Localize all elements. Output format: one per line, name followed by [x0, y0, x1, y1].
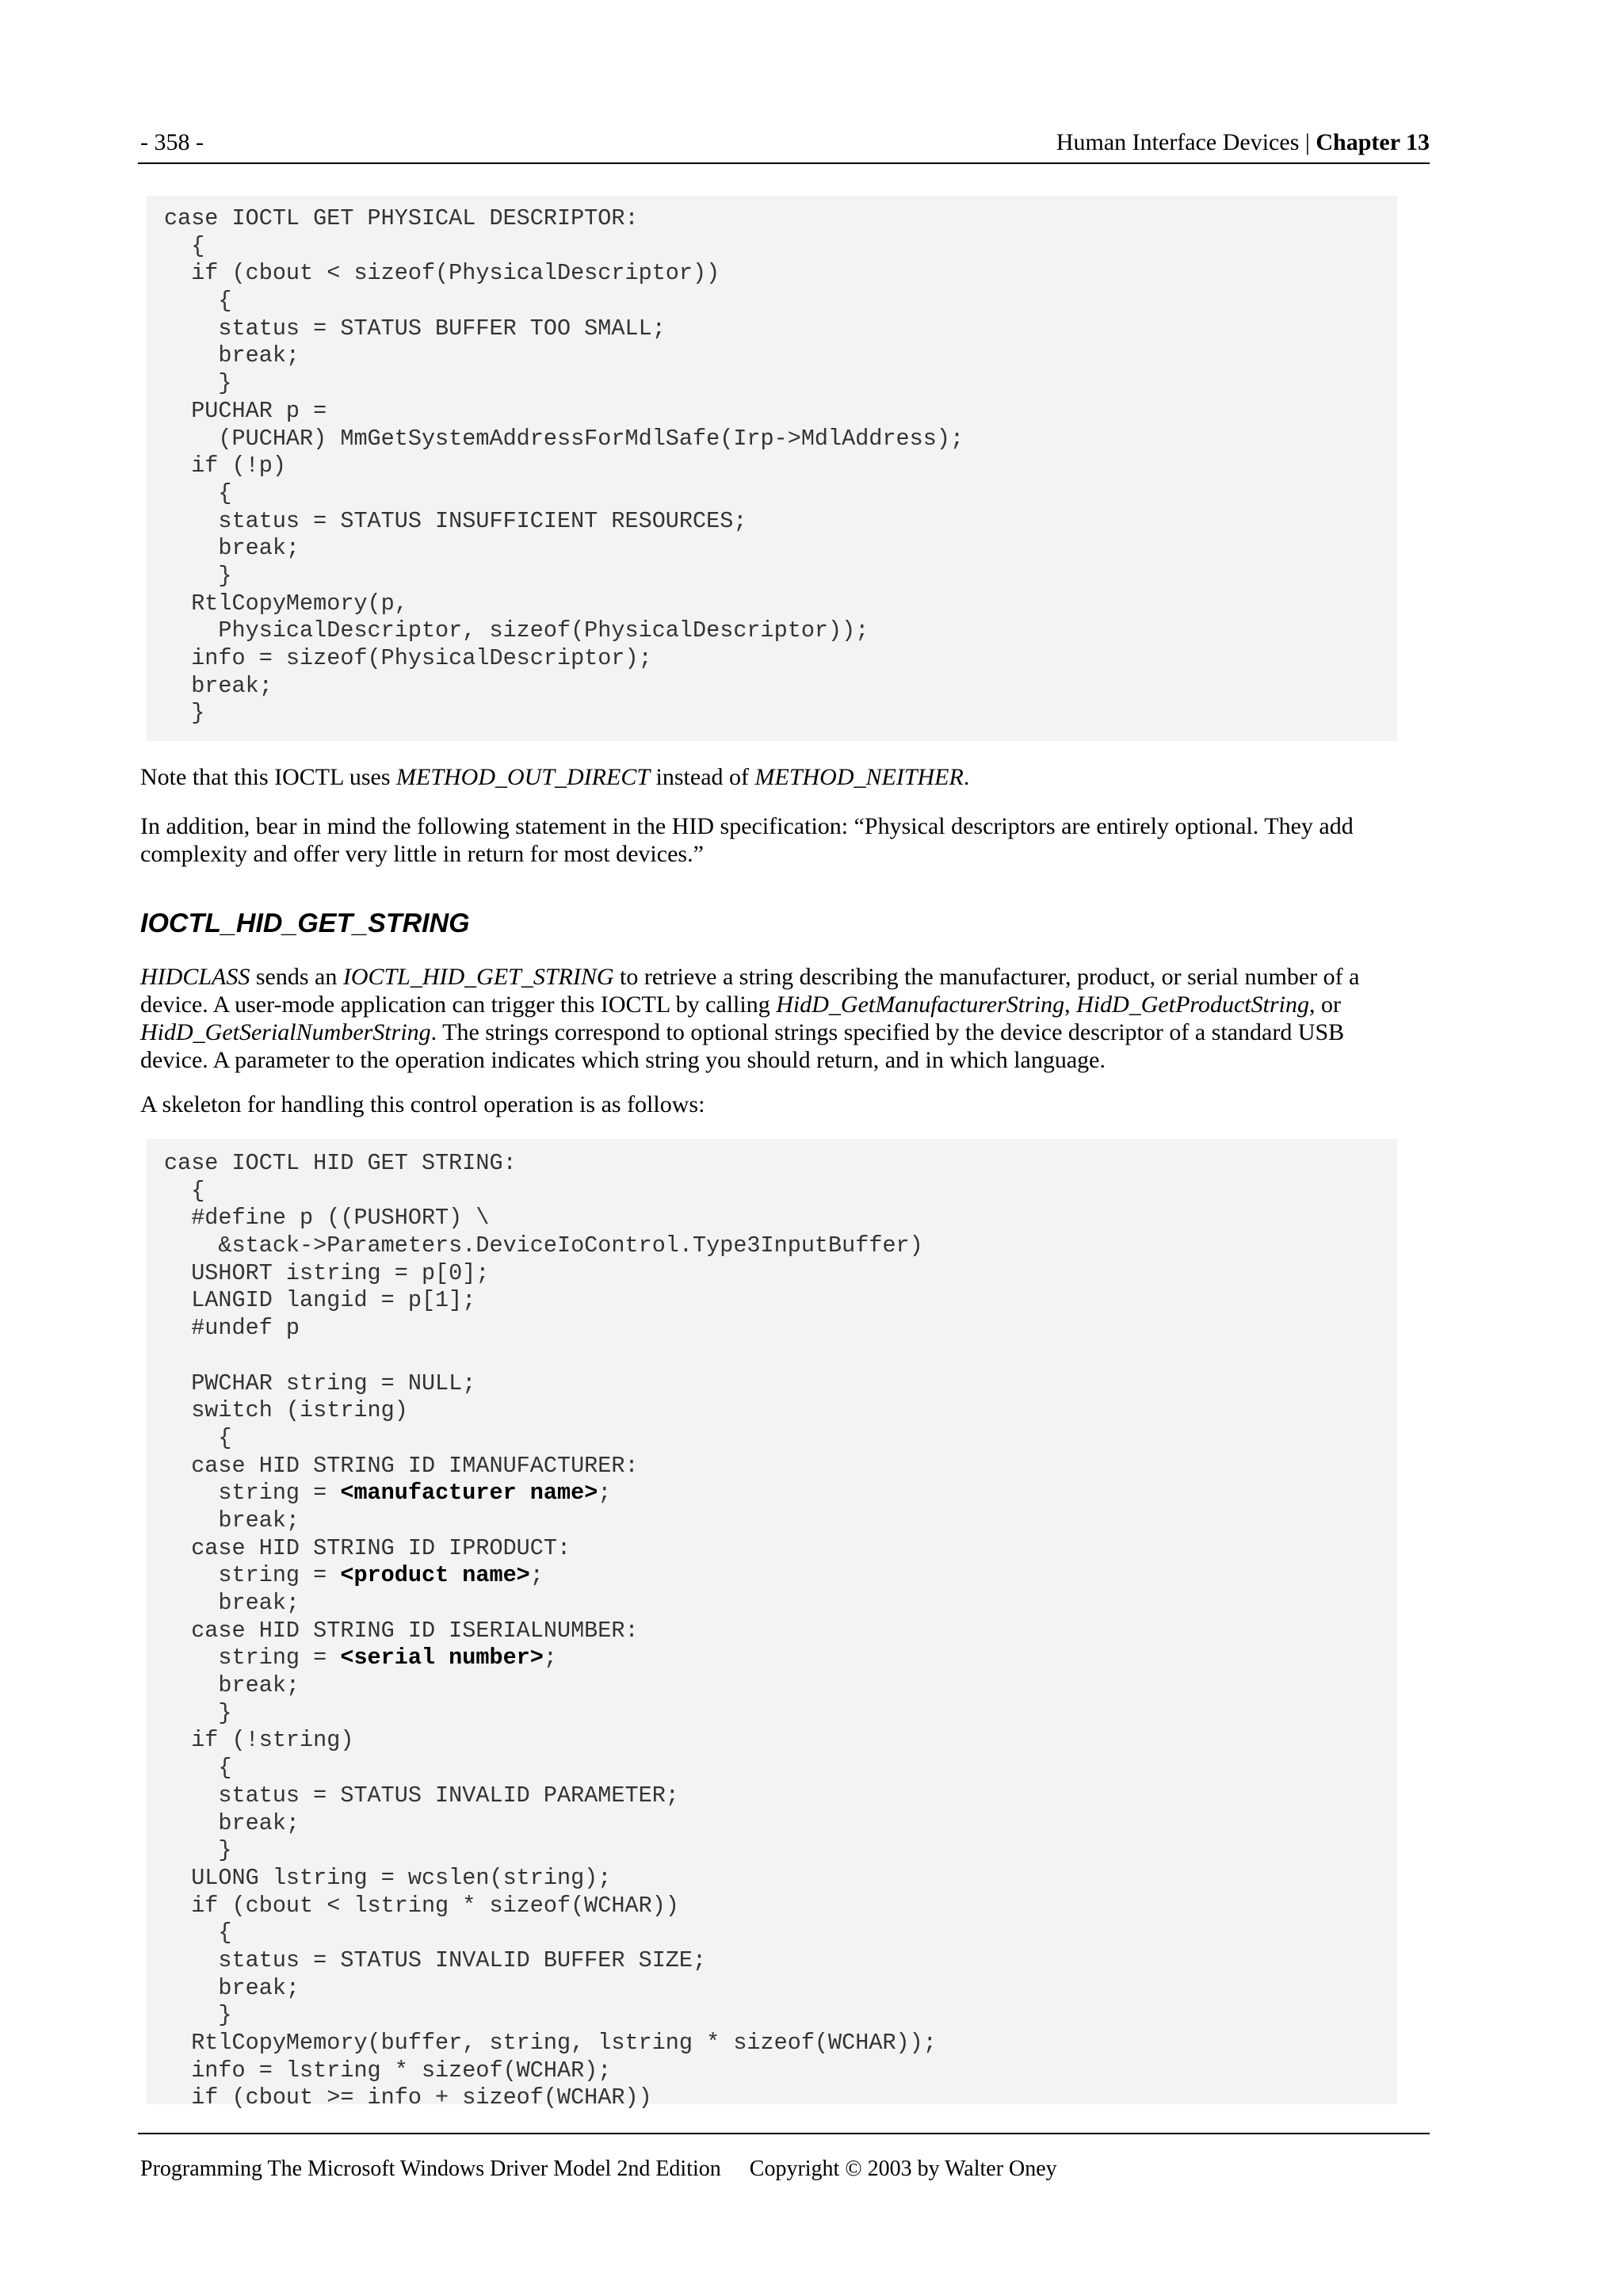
- code-line: switch (istring): [164, 1397, 408, 1424]
- code-line: if (cbout >= info + sizeof(WCHAR)): [164, 2084, 652, 2111]
- code-line: #define p ((PUSHORT) \: [164, 1205, 490, 1232]
- section-heading: IOCTL_HID_GET_STRING: [140, 908, 470, 938]
- italic-term: HidD_GetSerialNumberString: [140, 1019, 431, 1045]
- code-line: #undef p: [164, 1315, 300, 1342]
- section-title: Human Interface Devices |: [1056, 129, 1316, 155]
- code-line: {: [164, 288, 232, 315]
- code-line: case HID STRING ID IMANUFACTURER:: [164, 1452, 639, 1479]
- italic-term: METHOD_OUT_DIRECT: [396, 764, 651, 790]
- code-line: ULONG lstring = wcslen(string);: [164, 1864, 612, 1891]
- code-line: &stack->Parameters.DeviceIoControl.Type3InputBuffer): [164, 1232, 923, 1259]
- code-line: RtlCopyMemory(buffer, string, lstring * sizeof(WCHAR));: [164, 2030, 937, 2056]
- code-line: }: [164, 1837, 232, 1864]
- code-placeholder: <serial number>: [340, 1645, 544, 1671]
- code-line: {: [164, 1920, 232, 1946]
- text-run: to retrieve a string describing the manufacturer, product, or serial number of a device. A user-mode application can trigger this IOCTL by calling: [140, 964, 1360, 1018]
- code-placeholder: <manufacturer name>: [340, 1480, 598, 1507]
- code-line: }: [164, 1699, 232, 1726]
- code-line: LANGID langid = p[1];: [164, 1287, 476, 1314]
- code-line: PhysicalDescriptor, sizeof(PhysicalDescriptor));: [164, 617, 869, 644]
- code-line: if (cbout < sizeof(PhysicalDescriptor)): [164, 260, 720, 287]
- code-line: break;: [164, 1590, 300, 1616]
- code-line: info = sizeof(PhysicalDescriptor);: [164, 645, 652, 671]
- italic-term: IOCTL_HID_GET_STRING: [342, 964, 614, 990]
- code-line: [164, 1343, 1397, 1370]
- text-run: , or: [1308, 991, 1341, 1018]
- code-line: status = STATUS BUFFER TOO SMALL;: [164, 315, 666, 342]
- code-line: }: [164, 700, 205, 727]
- code-line: status = STATUS INVALID PARAMETER;: [164, 1782, 679, 1809]
- footer-book-title: Programming The Microsoft Windows Driver Model 2nd Edition: [140, 2157, 721, 2181]
- text-run: sends an: [250, 964, 343, 990]
- code-line: if (!string): [164, 1727, 354, 1754]
- code-line: break;: [164, 342, 300, 369]
- code-line: break;: [164, 1507, 300, 1534]
- code-line: break;: [164, 1672, 300, 1699]
- paragraph-skeleton-intro: A skeleton for handling this control operation is as follows:: [140, 1091, 705, 1117]
- code-line: (PUCHAR) MmGetSystemAddressForMdlSafe(Irp->MdlAddress);: [164, 425, 964, 452]
- paragraph-hidclass: [140, 963, 1400, 1074]
- paragraph-hid-spec-quote: In addition, bear in mind the following statement in the HID specification: “Physical descriptors are entirely optional. They add complexity and offer very little in return for most devices.”: [140, 813, 1354, 867]
- code-line: USHORT istring = p[0];: [164, 1259, 490, 1286]
- header-rule: [138, 162, 1430, 164]
- code-line: info = lstring * sizeof(WCHAR);: [164, 2057, 612, 2084]
- code-line: string = <serial number>;: [164, 1645, 557, 1671]
- code-line: {: [164, 1177, 205, 1204]
- code-line: {: [164, 1424, 232, 1451]
- paragraph-method-note: [140, 763, 1408, 791]
- code-line: if (cbout < lstring * sizeof(WCHAR)): [164, 1892, 679, 1919]
- code-line: status = STATUS INSUFFICIENT RESOURCES;: [164, 507, 747, 534]
- code-line: PWCHAR string = NULL;: [164, 1370, 476, 1396]
- text-run: Note that this IOCTL uses: [140, 764, 397, 790]
- code-line: break;: [164, 1809, 300, 1836]
- code-line: if (!p): [164, 453, 286, 479]
- text-run: ,: [1064, 991, 1077, 1018]
- code-line: }: [164, 562, 232, 589]
- code-line: break;: [164, 672, 273, 699]
- code-block-physical-descriptor: [147, 196, 1397, 741]
- footer-copyright: Copyright © 2003 by Walter Oney: [749, 2157, 1057, 2181]
- text-run: . The strings correspond to optional strings specified by the device descriptor of a standard USB device. A parameter to the operation indicates which string you should return, and in which language.: [140, 1019, 1345, 1073]
- text-run: instead of: [650, 764, 755, 790]
- code-line: string = <product name>;: [164, 1562, 544, 1589]
- code-line: }: [164, 370, 232, 397]
- text-run: .: [963, 764, 970, 790]
- code-line: {: [164, 1755, 232, 1782]
- italic-term: HIDCLASS: [140, 964, 250, 990]
- code-block-get-string: [147, 1139, 1397, 2111]
- code-line: case HID STRING ID ISERIALNUMBER:: [164, 1617, 639, 1644]
- chapter-title: [1056, 129, 1430, 156]
- code-line: break;: [164, 535, 300, 562]
- code-placeholder: <product name>: [340, 1562, 530, 1589]
- code-line: string = <manufacturer name>;: [164, 1480, 612, 1507]
- code-line: {: [164, 232, 205, 259]
- code-line: case HID STRING ID IPRODUCT:: [164, 1534, 571, 1561]
- code-line: {: [164, 479, 232, 506]
- page-footer: [140, 2157, 1086, 2182]
- page-number: - 358 -: [140, 129, 204, 155]
- chapter-label: Chapter 13: [1316, 129, 1430, 155]
- page-header: [138, 129, 1430, 164]
- code-line: status = STATUS INVALID BUFFER SIZE;: [164, 1946, 707, 1973]
- code-line: RtlCopyMemory(p,: [164, 590, 408, 617]
- code-line: break;: [164, 1974, 300, 2001]
- italic-term: HidD_GetManufacturerString: [776, 991, 1065, 1018]
- code-line: PUCHAR p =: [164, 397, 327, 424]
- footer-rule: [138, 2133, 1430, 2134]
- code-line: }: [164, 2002, 232, 2029]
- italic-term: HidD_GetProductString: [1076, 991, 1309, 1018]
- italic-term: METHOD_NEITHER: [754, 764, 964, 790]
- code-line: case IOCTL GET PHYSICAL DESCRIPTOR:: [164, 205, 639, 231]
- code-line: case IOCTL HID GET STRING:: [164, 1150, 517, 1176]
